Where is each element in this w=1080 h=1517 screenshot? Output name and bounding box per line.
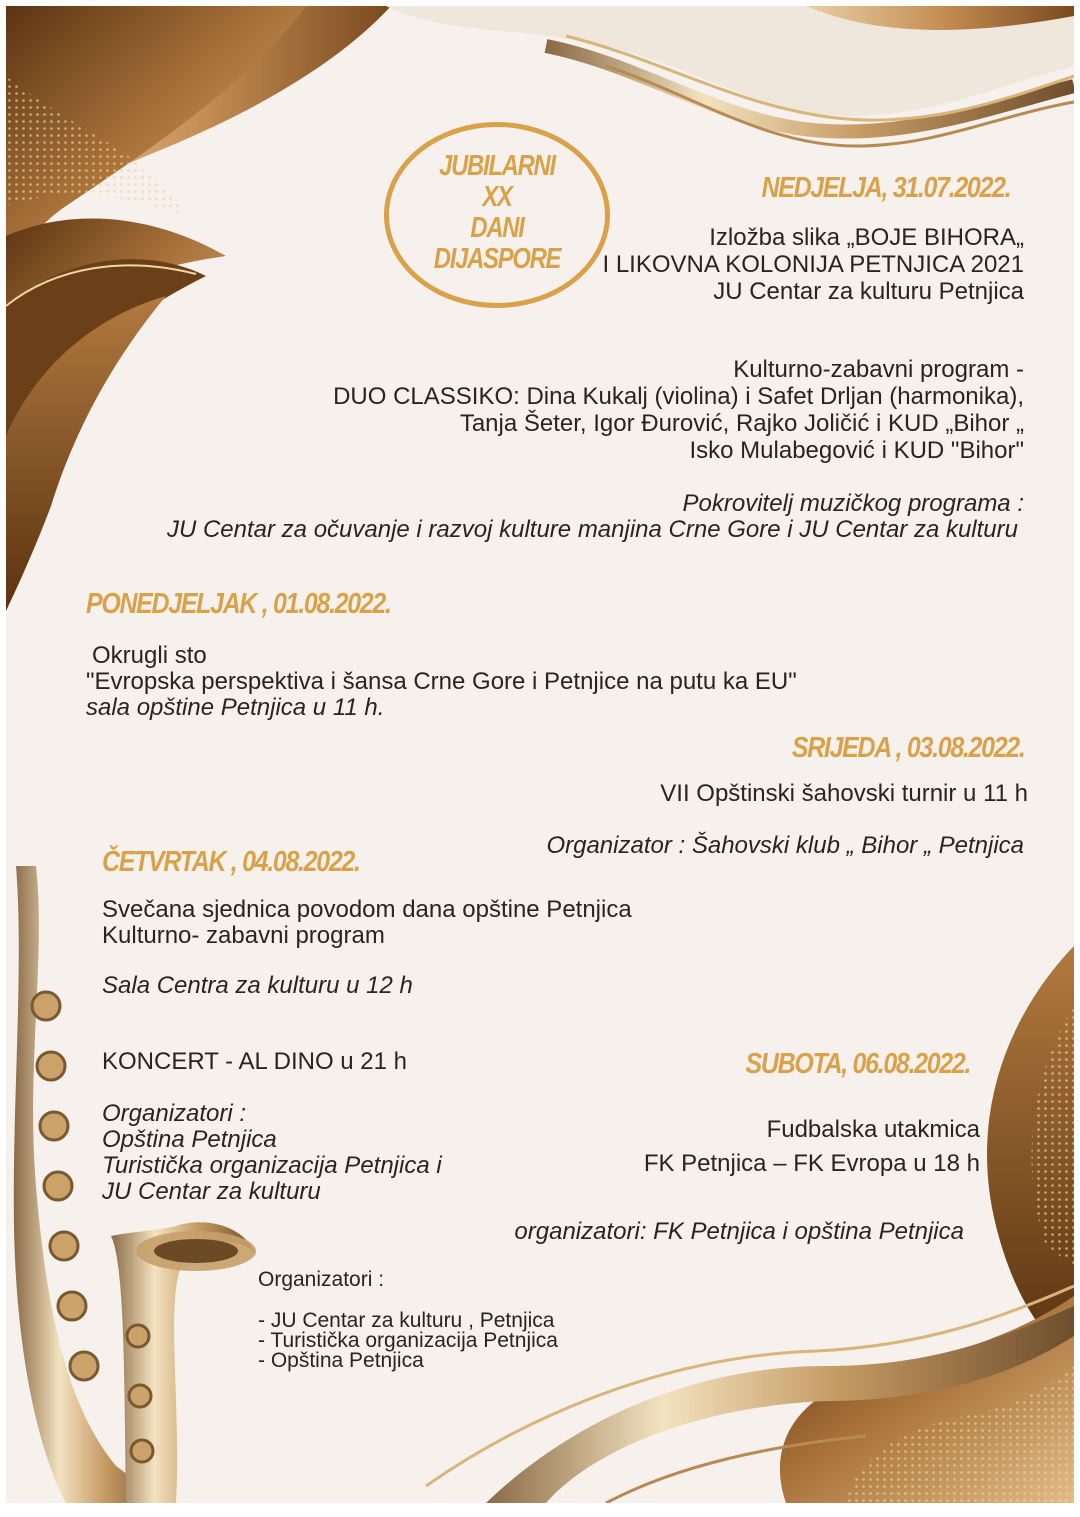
sunday-heading: NEDJELJA, 31.07.2022.: [761, 172, 1010, 204]
wednesday-heading: SRIJEDA , 03.08.2022.: [791, 732, 1024, 764]
sunday-program: [333, 356, 1024, 464]
exhibition-line: Izložba slika „BOJE BIHORA„: [709, 224, 1024, 251]
thursday-venue: Sala Centra za kulturu u 12 h: [102, 972, 413, 999]
thursday-organizer: Turistička organizacija Petnjica i: [102, 1152, 442, 1179]
thursday-organizer: Opština Petnjica: [102, 1126, 277, 1153]
wednesday-organizer: Organizator : Šahovski klub „ Bihor „ Petnjica: [546, 832, 1024, 859]
monday-line: "Evropska perspektiva i šansa Crne Gore i Petnjice na putu ka EU": [86, 668, 797, 695]
saturday-line: Fudbalska utakmica: [766, 1116, 980, 1143]
exhibition-line: JU Centar za kulturu Petnjica: [713, 278, 1024, 305]
footer-item: - Turistička organizacija Petnjica: [258, 1329, 558, 1352]
monday-venue: sala opštine Petnjica u 11 h.: [86, 694, 385, 721]
thursday-organizer: JU Centar za kulturu: [102, 1178, 321, 1205]
sponsor-label: Pokrovitelj muzičkog programa :: [682, 490, 1024, 517]
footer-label: Organizatori :: [258, 1268, 385, 1291]
footer-item: - JU Centar za kulturu , Petnjica: [258, 1309, 555, 1332]
sponsor-text: JU Centar za očuvanje i razvoj kulture manjina Crne Gore i JU Centar za kulturu: [166, 516, 1018, 543]
program-line: Isko Mulabegović i KUD "Bihor": [689, 437, 1024, 464]
exhibition-line: I LIKOVNA KOLONIJA PETNJICA 2021: [602, 251, 1024, 278]
jubilee-seal: [384, 122, 610, 308]
thursday-heading: ČETVRTAK , 04.08.2022.: [102, 846, 360, 878]
saturday-heading: SUBOTA, 06.08.2022.: [745, 1048, 970, 1080]
thursday-line: Svečana sjednica povodom dana opštine Petnjica: [102, 896, 632, 923]
seal-line: JUBILARNI: [439, 150, 555, 182]
thursday-organizer: Organizatori :: [102, 1100, 247, 1127]
concert-line: KONCERT - AL DINO u 21 h: [102, 1048, 408, 1075]
program-line: Tanja Šeter, Igor Đurović, Rajko Joličić i KUD „Bihor „: [459, 410, 1024, 437]
thursday-line: Kulturno- zabavni program: [102, 922, 385, 949]
program-line: DUO CLASSIKO: Dina Kukalj (violina) i Safet Drljan (harmonika),: [333, 383, 1024, 410]
saturday-line: FK Petnjica – FK Evropa u 18 h: [643, 1150, 980, 1177]
seal-line: DIJASPORE: [433, 243, 561, 275]
seal-line: DANI: [470, 212, 524, 244]
saturday-organizers: organizatori: FK Petnjica i opština Petnjica: [514, 1218, 964, 1245]
footer-item: - Opština Petnjica: [258, 1349, 424, 1372]
monday-heading: PONEDJELJAK , 01.08.2022.: [86, 588, 391, 620]
event-poster: [6, 6, 1074, 1503]
wednesday-event: VII Opštinski šahovski turnir u 11 h: [660, 780, 1028, 807]
sunday-exhibition: [602, 224, 1024, 305]
monday-line: Okrugli sto: [92, 642, 207, 669]
program-line: Kulturno-zabavni program -: [733, 356, 1024, 383]
seal-line: XX: [482, 181, 512, 213]
